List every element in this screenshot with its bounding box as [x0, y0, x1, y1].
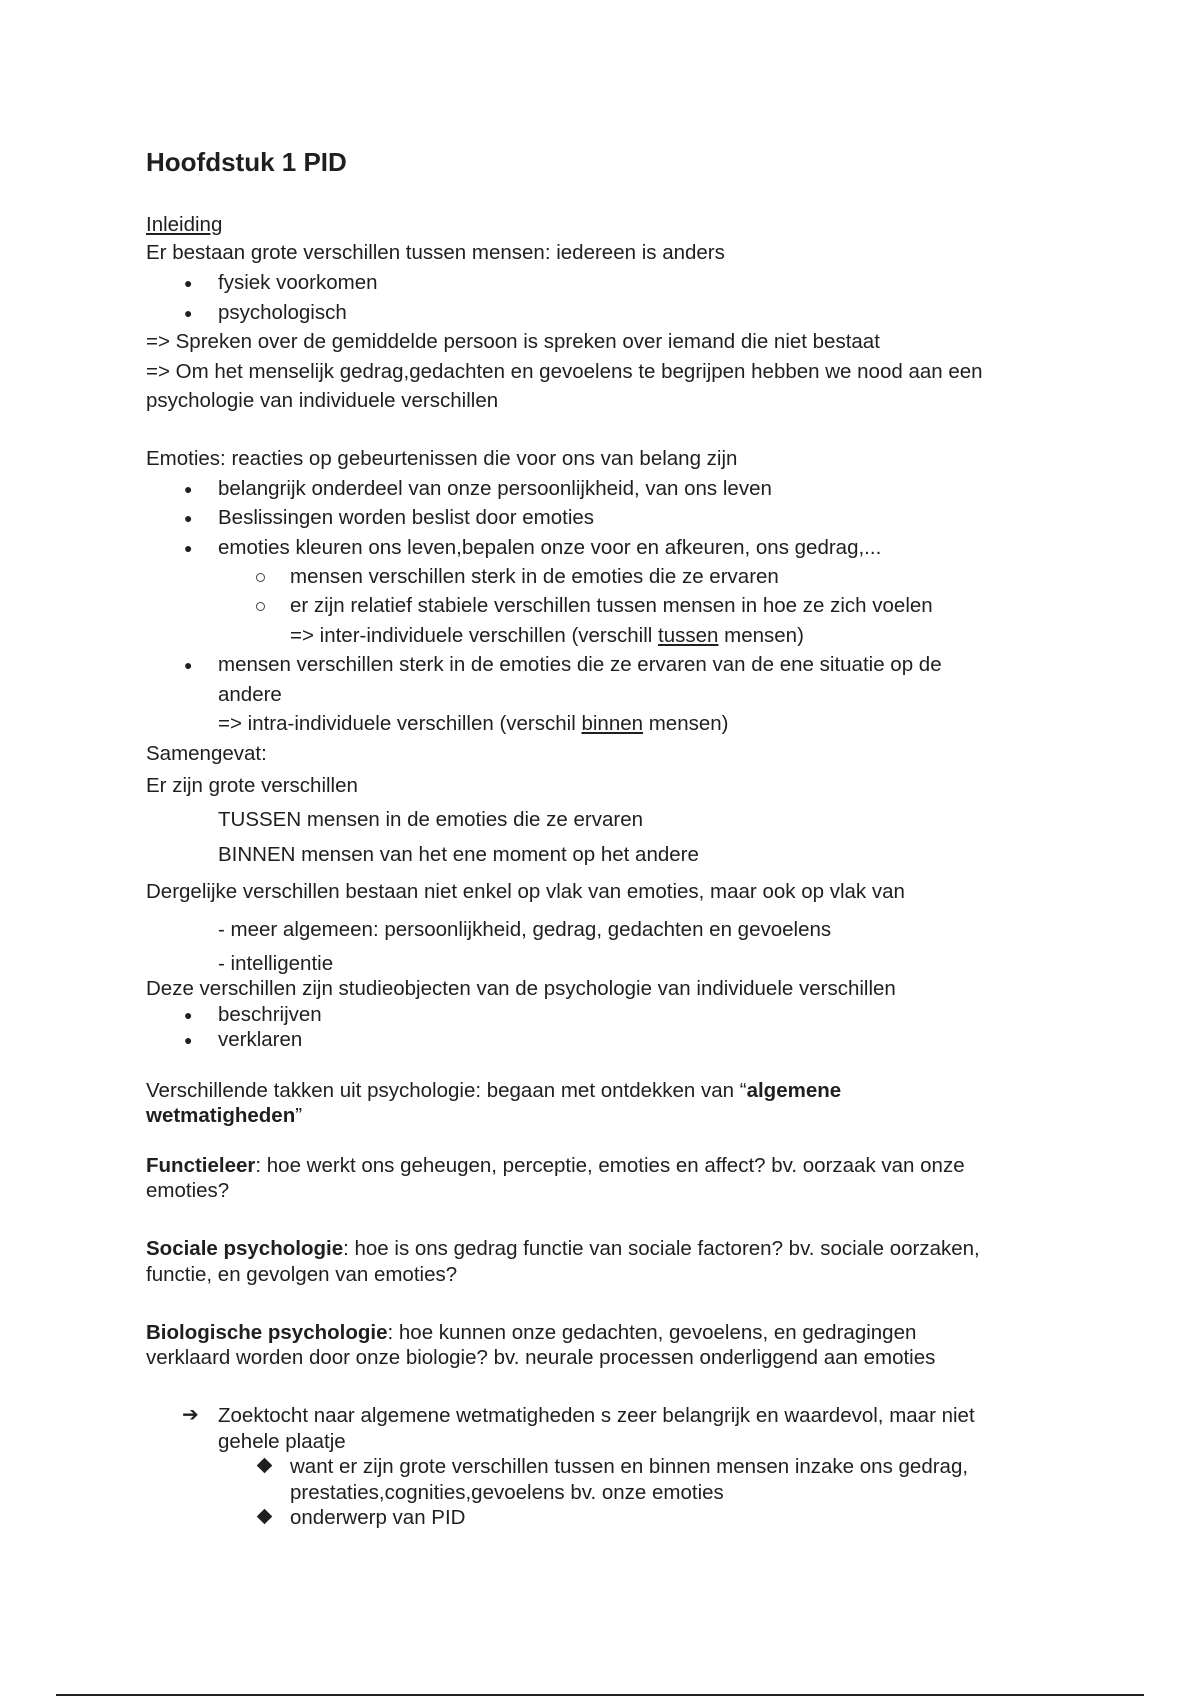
summary-line: Er zijn grote verschillen	[146, 774, 358, 797]
bullet-dot: ●	[184, 540, 193, 556]
biologische-paragraph-cont: verklaard worden door onze biologie? bv. neurale processen onderliggend aan emoties	[146, 1346, 936, 1369]
summary-deze: Deze verschillen zijn studieobjecten van de psychologie van individuele verschillen	[146, 977, 896, 1000]
zoektocht-line-cont: gehele plaatje	[218, 1430, 346, 1453]
takken-line: Verschillende takken uit psychologie: begaan met ontdekken van “algemene	[146, 1079, 842, 1102]
summary-label: Samengevat:	[146, 742, 267, 765]
summary-dash-item: - intelligentie	[218, 952, 334, 975]
bullet-dot: ●	[184, 305, 193, 321]
functieleer-paragraph-cont: emoties?	[146, 1179, 230, 1202]
list-item: fysiek voorkomen	[218, 271, 378, 294]
diamond-bullet-icon	[257, 1458, 273, 1474]
bullet-dot: ●	[184, 657, 193, 673]
sociale-paragraph-cont: functie, en gevolgen van emoties?	[146, 1263, 458, 1286]
bullet-dot: ●	[184, 1007, 193, 1023]
intro-line: Er bestaan grote verschillen tussen mensen: iedereen is anders	[146, 241, 725, 264]
bullet-dot: ●	[184, 275, 193, 291]
arrow-bullet-icon: ➔	[182, 1404, 199, 1426]
conclusion-line: => Spreken over de gemiddelde persoon is spreken over iemand die niet bestaat	[146, 330, 880, 353]
page-title: Hoofdstuk 1 PID	[146, 147, 347, 177]
summary-tussen: TUSSEN mensen in de emoties die ze ervaren	[218, 808, 644, 831]
zoektocht-sub-item-cont: prestaties,cognities,gevoelens bv. onze emoties	[290, 1481, 724, 1504]
list-item: mensen verschillen sterk in de emoties die ze ervaren van de ene situatie op de	[218, 653, 942, 676]
biologische-paragraph: Biologische psychologie: hoe kunnen onze gedachten, gevoelens, en gedragingen	[146, 1321, 917, 1344]
diamond-bullet-icon	[257, 1509, 273, 1525]
summary-binnen: BINNEN mensen van het ene moment op het andere	[218, 843, 699, 866]
list-item: psychologisch	[218, 301, 347, 324]
zoektocht-sub-item: want er zijn grote verschillen tussen en binnen mensen inzake ons gedrag,	[290, 1455, 969, 1478]
bullet-dot: ●	[184, 510, 193, 526]
emoties-definition: Emoties: reacties op gebeurtenissen die voor ons van belang zijn	[146, 447, 738, 470]
section-heading-inleiding: Inleiding	[146, 213, 223, 236]
zoektocht-sub-item: onderwerp van PID	[290, 1506, 466, 1529]
sub-list-item: mensen verschillen sterk in de emoties die ze ervaren	[290, 565, 779, 588]
conclusion-line: psychologie van individuele verschillen	[146, 389, 499, 412]
takken-line-cont: wetmatigheden”	[146, 1104, 303, 1127]
conclusion-line: => Om het menselijk gedrag,gedachten en gevoelens te begrijpen hebben we nood aan een	[146, 360, 983, 383]
intra-individual-line: => intra-individuele verschillen (verschil binnen mensen)	[218, 712, 729, 735]
list-item: verklaren	[218, 1028, 303, 1051]
list-item: beschrijven	[218, 1003, 322, 1026]
bottom-divider	[56, 1694, 1144, 1696]
zoektocht-line: Zoektocht naar algemene wetmatigheden s zeer belangrijk en waardevol, maar niet	[218, 1404, 975, 1427]
list-item: emoties kleuren ons leven,bepalen onze voor en afkeuren, ons gedrag,...	[218, 536, 882, 559]
circle-bullet	[256, 573, 265, 582]
bullet-dot: ●	[184, 1032, 193, 1048]
bullet-dot: ●	[184, 481, 193, 497]
functieleer-paragraph: Functieleer: hoe werkt ons geheugen, perceptie, emoties en affect? bv. oorzaak van onze	[146, 1154, 965, 1177]
list-item: Beslissingen worden beslist door emoties	[218, 506, 595, 529]
circle-bullet	[256, 602, 265, 611]
summary-dergelijk: Dergelijke verschillen bestaan niet enkel op vlak van emoties, maar ook op vlak van	[146, 880, 905, 903]
list-item: belangrijk onderdeel van onze persoonlijkheid, van ons leven	[218, 477, 772, 500]
inter-individual-line: => inter-individuele verschillen (verschill tussen mensen)	[290, 624, 804, 647]
list-item-continued: andere	[218, 683, 282, 706]
summary-dash-item: - meer algemeen: persoonlijkheid, gedrag, gedachten en gevoelens	[218, 918, 832, 941]
sub-list-item: er zijn relatief stabiele verschillen tussen mensen in hoe ze zich voelen	[290, 594, 933, 617]
sociale-paragraph: Sociale psychologie: hoe is ons gedrag functie van sociale factoren? bv. sociale oorzaken,	[146, 1237, 980, 1260]
